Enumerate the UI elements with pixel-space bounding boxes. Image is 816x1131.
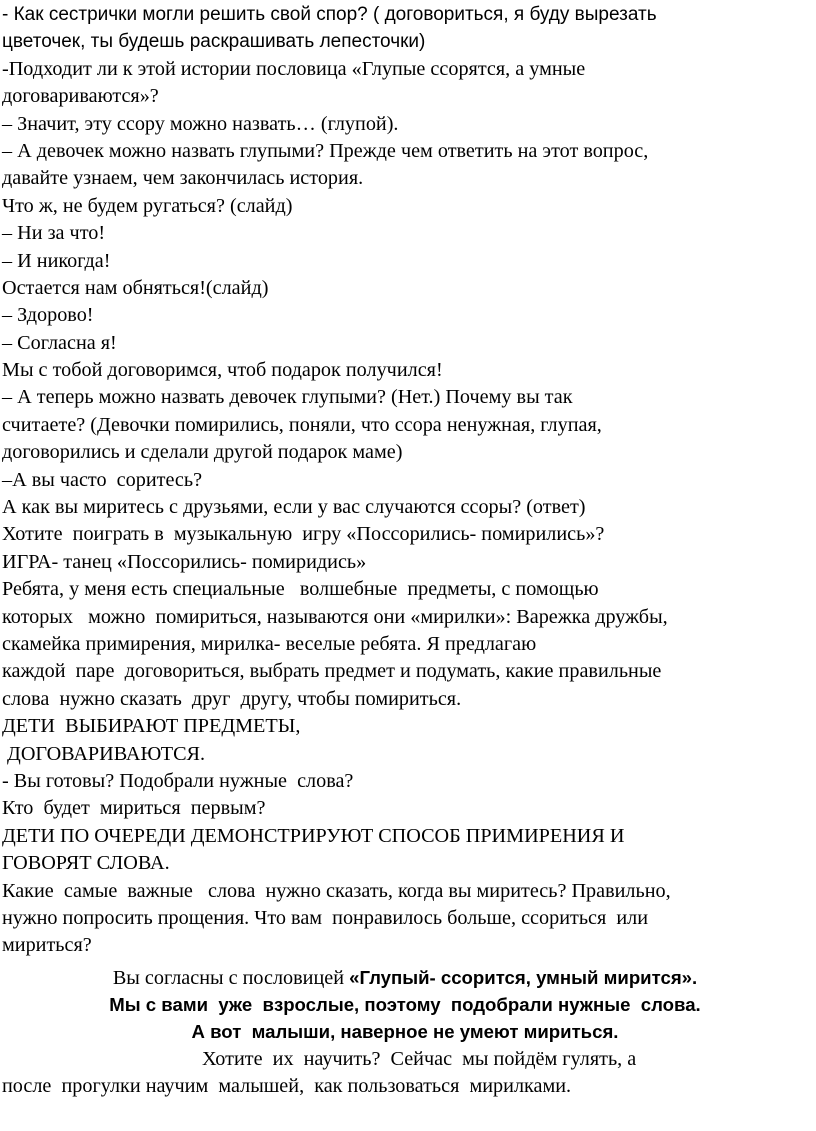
- text-line-7: давайте узнаем, чем закончилась история.: [2, 167, 364, 190]
- text-line-14: Мы с тобой договоримся, чтоб подарок получился!: [2, 359, 443, 382]
- text-line-12: – Здорово!: [2, 304, 94, 327]
- text-line-4: договариваются»?: [2, 85, 159, 108]
- text-line-5: – Значит, эту ссору можно назвать… (глупой).: [2, 112, 399, 135]
- text-line-34: нужно попросить прощения. Что вам понравилось больше, ссориться или: [2, 906, 649, 929]
- text-line-9: – Ни за что!: [2, 222, 106, 245]
- text-line-30: Кто будет мириться первым?: [2, 797, 266, 820]
- text-line-18: –А вы часто соритесь?: [2, 468, 203, 491]
- text-line-32: ГОВОРЯТ СЛОВА.: [2, 852, 170, 875]
- proverb-quote: «Глупый- ссорится, умный мирится».: [349, 966, 698, 988]
- text-line-28: ДОГОВАРИВАЮТСЯ.: [2, 742, 206, 765]
- text-line-29: - Вы готовы? Подобрали нужные слова?: [2, 769, 354, 792]
- text-line-3: -Подходит ли к этой истории пословица «Глупые ссорятся, а умные: [2, 57, 586, 80]
- text-line-10: – И никогда!: [2, 249, 111, 272]
- text-line-2: цветочек, ты будешь раскрашивать лепесточки): [2, 31, 426, 53]
- text-line-19: А как вы миритесь с друзьями, если у вас случаются ссоры? (ответ): [2, 496, 586, 519]
- text-line-6: – А девочек можно назвать глупыми? Прежде чем ответить на этот вопрос,: [2, 139, 649, 162]
- text-line-23: которых можно помириться, называются они «мирилки»: Варежка дружбы,: [2, 605, 668, 628]
- text-line-24: скамейка примирения, мирилка- веселые ребята. Я предлагаю: [2, 632, 537, 655]
- text-line-39: Хотите их научить? Сейчас мы пойдём гулять, а: [202, 1047, 637, 1070]
- text-line-16: считаете? (Девочки помирились, поняли, что ссора ненужная, глупая,: [2, 413, 602, 436]
- text-line-31: ДЕТИ ПО ОЧЕРЕДИ ДЕМОНСТРИРУЮТ СПОСОБ ПРИМИРЕНИЯ И: [2, 824, 625, 847]
- text-line-37: Мы с вами уже взрослые, поэтому подобрали нужные слова.: [109, 994, 701, 1016]
- text-line-17: договорились и сделали другой подарок маме): [2, 441, 403, 464]
- text-line-35: мириться?: [2, 934, 92, 957]
- proverb-intro: Вы согласны с пословицей: [112, 966, 350, 989]
- text-line-27: ДЕТИ ВЫБИРАЮТ ПРЕДМЕТЫ,: [2, 715, 301, 738]
- text-line-11: Остается нам обняться!(слайд): [2, 276, 269, 299]
- text-line-8: Что ж, не будем ругаться? (слайд): [2, 194, 293, 217]
- text-line-20: Хотите поиграть в музыкальную игру «Поссорились- помирились»?: [2, 523, 605, 546]
- text-line-33: Какие самые важные слова нужно сказать, когда вы миритесь? Правильно,: [2, 879, 671, 902]
- text-line-13: – Согласна я!: [2, 331, 117, 354]
- text-line-40: после прогулки научим малышей, как пользоваться мирилками.: [2, 1075, 572, 1098]
- text-line-26: слова нужно сказать друг другу, чтобы помириться.: [2, 687, 462, 710]
- text-line-36: [2, 964, 816, 991]
- text-line-38: А вот малыши, наверное не умеют мириться.: [191, 1021, 619, 1043]
- text-line-22: Ребята, у меня есть специальные волшебные предметы, с помощью: [2, 578, 599, 601]
- text-line-21: ИГРА- танец «Поссорились- помиридись»: [2, 550, 367, 573]
- text-line-25: каждой паре договориться, выбрать предмет и подумать, какие правильные: [2, 660, 662, 683]
- text-line-15: – А теперь можно назвать девочек глупыми? (Нет.) Почему вы так: [2, 386, 573, 409]
- text-line-1: - Как сестрички могли решить свой спор? ( договориться, я буду вырезать: [2, 4, 657, 25]
